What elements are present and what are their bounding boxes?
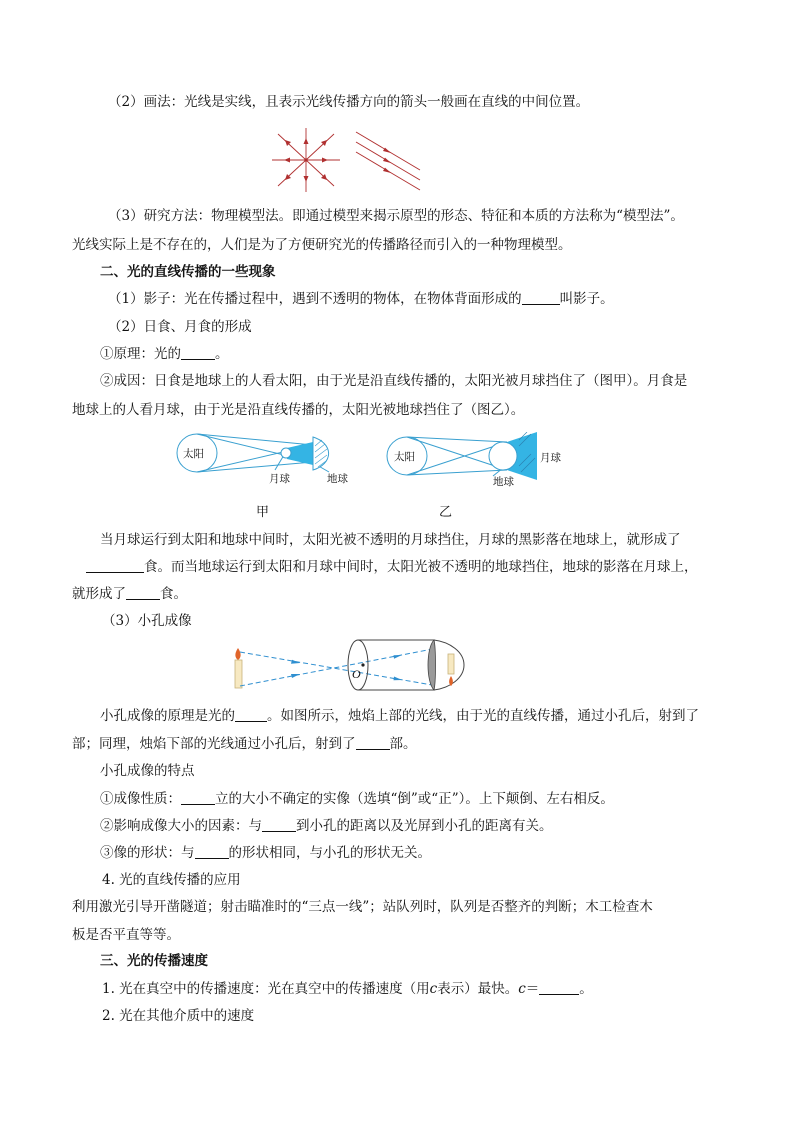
application-text: 利用激光引导开凿隧道；射击瞄准时的“三点一线”；站队列时，队列是否整齐的判断；木工检查木 <box>72 899 653 915</box>
sun-label: 太阳 <box>183 448 204 460</box>
feature-2 <box>100 817 553 835</box>
equals-sign: ＝ <box>525 981 540 997</box>
eclipse-explanation: 当月球运行到太阳和地球中间时，太阳光被不透明的月球挡住，月球的黑影落在地球上，就形成了 <box>100 532 681 548</box>
feature-3-a: ③像的形状：与 <box>100 845 195 861</box>
cause-text-cont: 地球上的人看月球，由于光是沿直线传播的，太阳光被地球挡住了（图乙）。 <box>72 402 525 418</box>
pinhole-o-label: O <box>352 667 361 681</box>
eclipse-text-c: 就形成了 <box>72 586 126 602</box>
eclipse-explanation-end <box>72 585 187 603</box>
answer-blank[interactable] <box>262 817 296 832</box>
principle-text-b: 。 <box>215 346 229 362</box>
figure-caption-yi: 乙 <box>439 505 453 520</box>
speed-text-b: 表示）最快。 <box>437 981 519 997</box>
principle-text <box>100 345 229 363</box>
moon-label: 月球 <box>540 452 561 464</box>
eclipse-text-b: 食。而当地球运行到太阳和月球中间时，太阳光被不透明的地球挡住，地球的影落在月球上， <box>144 559 698 575</box>
figure-caption-jia: 甲 <box>256 505 270 520</box>
section-heading-3: 三、光的传播速度 <box>100 953 208 969</box>
solar-eclipse-diagram <box>175 432 365 488</box>
feature-1-b: 立的大小不确定的实像（选填“倒”或“正”）。上下颠倒、左右相反。 <box>215 791 614 807</box>
speed-symbol: c <box>429 981 438 997</box>
feature-3-b: 的形状相同，与小孔的形状无关。 <box>228 845 431 861</box>
eclipse-text-d: 食。 <box>160 586 187 602</box>
pinhole-text-c: 部；同理，烛焰下部的光线通过小孔后，射到了 <box>72 736 356 752</box>
earth-label: 地球 <box>327 473 348 485</box>
cause-text: ②成因：日食是地球上的人看太阳，由于光是沿直线传播的，太阳光被月球挡住了（图甲）。月食是 <box>100 373 688 389</box>
earth-label: 地球 <box>493 476 514 488</box>
answer-blank[interactable] <box>181 345 215 360</box>
application-text-cont: 板是否平直等等。 <box>72 927 180 943</box>
shadow-text-a: （1）影子：光在传播过程中，遇到不透明的物体，在物体背面形成的 <box>108 291 522 307</box>
research-method-text: （3）研究方法：物理模型法。即通过模型来揭示原型的形态、特征和本质的方法称为“模型法”。 <box>108 208 684 224</box>
light-ray-diagram <box>268 128 424 192</box>
pinhole-camera-diagram <box>228 636 468 694</box>
moon-label: 月球 <box>269 473 290 485</box>
answer-blank[interactable] <box>195 844 229 859</box>
answer-blank[interactable] <box>126 585 160 600</box>
feature-1-a: ①成像性质： <box>100 791 181 807</box>
feature-2-a: ②影响成像大小的因素：与 <box>100 818 262 834</box>
pinhole-title: （3）小孔成像 <box>102 613 192 629</box>
section-heading-2: 二、光的直线传播的一些现象 <box>100 264 276 280</box>
pinhole-text-b: 。如图所示，烛焰上部的光线，由于光的直线传播，通过小孔后，射到了 <box>267 708 699 724</box>
application-title: 4. 光的直线传播的应用 <box>102 872 241 888</box>
shadow-text <box>108 290 614 308</box>
speed-in-vacuum <box>102 980 593 998</box>
answer-blank[interactable] <box>235 707 267 722</box>
speed-symbol: c <box>518 981 526 997</box>
lunar-eclipse-diagram <box>385 432 585 492</box>
feature-1 <box>100 790 614 808</box>
speed-other-media: 2. 光在其他介质中的速度 <box>102 1008 255 1024</box>
shadow-text-b: 叫影子。 <box>559 291 614 307</box>
pinhole-text-a: 小孔成像的原理是光的 <box>100 708 235 724</box>
research-method-text-cont: 光线实际上是不存在的，人们是为了方便研究光的传播路径而引入的一种物理模型。 <box>72 237 572 253</box>
eclipse-title: （2）日食、月食的形成 <box>108 319 252 335</box>
drawing-method-text: （2）画法：光线是实线，且表示光线传播方向的箭头一般画在直线的中间位置。 <box>108 94 590 110</box>
principle-text-a: ①原理：光的 <box>100 346 181 362</box>
feature-2-b: 到小孔的距离以及光屏到小孔的距离有关。 <box>296 818 553 834</box>
pinhole-principle-cont <box>72 735 417 753</box>
eclipse-explanation-cont <box>72 558 698 576</box>
answer-blank[interactable] <box>181 790 215 805</box>
speed-text-a: 1. 光在真空中的传播速度：光在真空中的传播速度（用 <box>102 981 430 997</box>
sun-label: 太阳 <box>394 451 415 463</box>
answer-blank[interactable] <box>539 980 579 995</box>
answer-blank[interactable] <box>522 290 560 305</box>
feature-3 <box>100 844 431 862</box>
pinhole-features-title: 小孔成像的特点 <box>100 763 195 779</box>
speed-text-end: 。 <box>579 981 593 997</box>
pinhole-text-d: 部。 <box>389 736 417 752</box>
answer-blank[interactable] <box>86 558 144 573</box>
pinhole-principle <box>100 707 699 725</box>
answer-blank[interactable] <box>356 735 390 750</box>
